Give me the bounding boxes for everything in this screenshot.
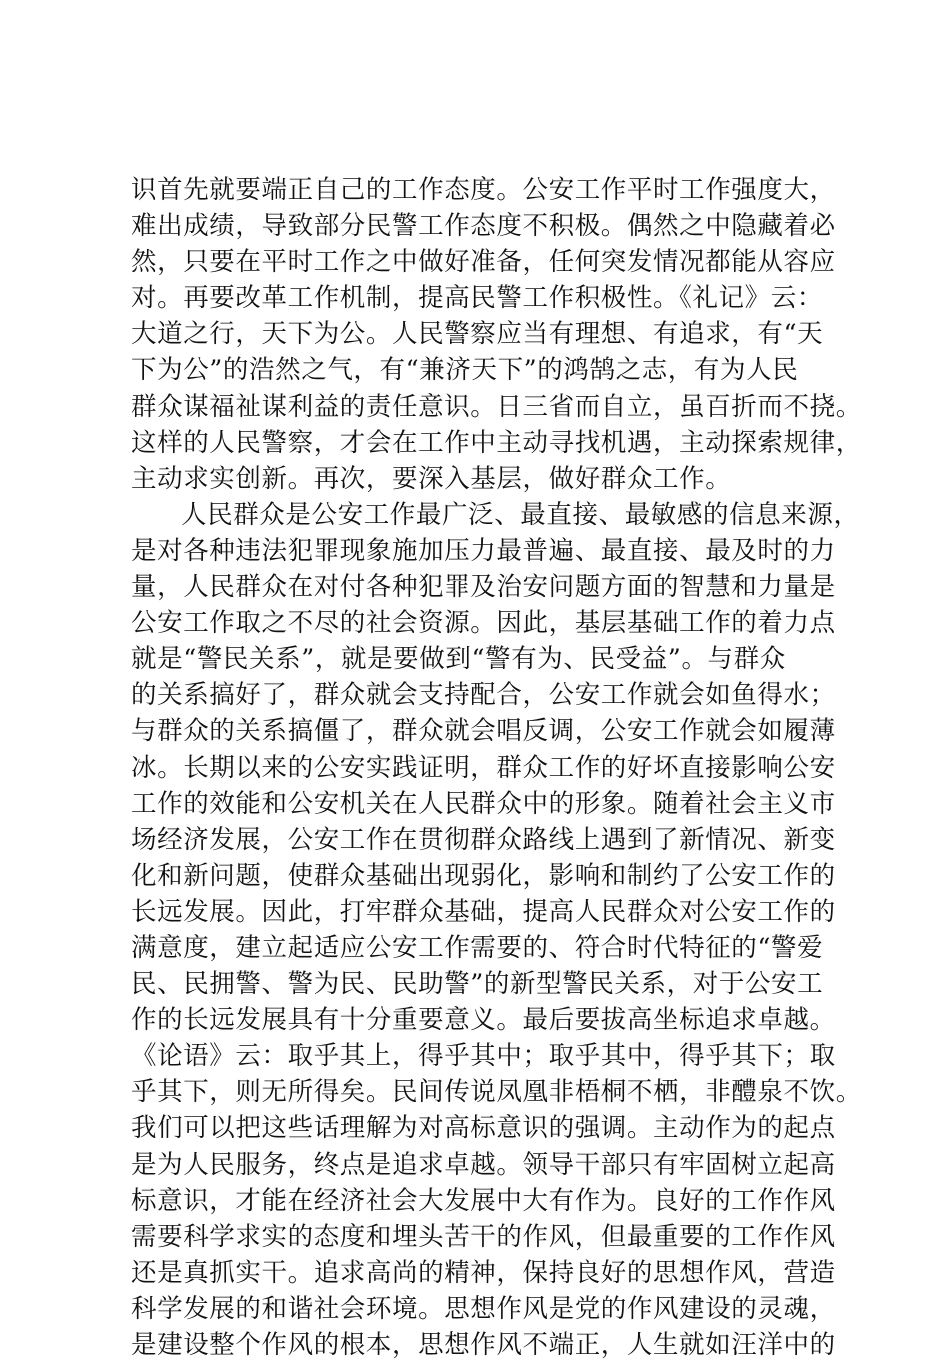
text-line: 科学发展的和谐社会环境。思想作风是党的作风建设的灵魂， [131, 1293, 836, 1324]
text-line: 冰。长期以来的公安实践证明，群众工作的好坏直接影响公安 [131, 752, 836, 783]
text-line: 我们可以把这些话理解为对高标意识的强调。主动作为的起点 [131, 1113, 836, 1144]
text-line: 难出成绩，导致部分民警工作态度不积极。偶然之中隐藏着必 [131, 211, 836, 242]
text-line: 群众谋福祉谋利益的责任意识。日三省而自立，虽百折而不挠。 [131, 391, 862, 422]
body-text [131, 172, 862, 1363]
text-line: 标意识，才能在经济社会大发展中大有作为。良好的工作作风 [131, 1185, 836, 1216]
text-line: 是对各种违法犯罪现象施加压力最普遍、最直接、最及时的力 [131, 535, 836, 566]
text-line: 公安工作取之不尽的社会资源。因此，基层基础工作的着力点 [131, 608, 836, 639]
text-line: 是为人民服务，终点是追求卓越。领导干部只有牢固树立起高 [131, 1149, 836, 1180]
text-line: 对。再要改革工作机制，提高民警工作积极性。《礼记》云： [131, 283, 823, 314]
text-line: 是建设整个作风的根本，思想作风不端正，人生就如汪洋中的 [131, 1330, 836, 1360]
text-line: 《论语》云：取乎其上，得乎其中；取乎其中，得乎其下；取 [131, 1041, 836, 1072]
text-line: 作的长远发展具有十分重要意义。最后要拔高坐标追求卓越。 [131, 1005, 836, 1036]
text-line: 与群众的关系搞僵了，群众就会唱反调，公安工作就会如履薄 [131, 716, 836, 747]
text-line: 这样的人民警察，才会在工作中主动寻找机遇，主动探索规律， [131, 427, 862, 458]
text-line: 需要科学求实的态度和埋头苦干的作风，但最重要的工作作风 [131, 1221, 836, 1252]
text-line: 长远发展。因此，打牢群众基础，提高人民群众对公安工作的 [131, 896, 836, 927]
text-line: 主动求实创新。再次，要深入基层，做好群众工作。 [131, 463, 732, 494]
text-line: 的关系搞好了，群众就会支持配合，公安工作就会如鱼得水； [131, 680, 836, 711]
paragraph-first-line: 人民群众是公安工作最广泛、最直接、最敏感的信息来源， [181, 499, 860, 530]
text-line: 量，人民群众在对付各种犯罪及治安问题方面的智慧和力量是 [131, 572, 836, 603]
text-line: 就是“警民关系”，就是要做到“警有为、民受益”。与群众 [131, 644, 786, 675]
text-line: 还是真抓实干。追求高尚的精神，保持良好的思想作风，营造 [131, 1257, 836, 1288]
text-line: 工作的效能和公安机关在人民群众中的形象。随着社会主义市 [131, 788, 836, 819]
text-line: 下为公”的浩然之气，有“兼济天下”的鸿鹄之志，有为人民 [131, 355, 799, 386]
text-line: 乎其下，则无所得矣。民间传说凤凰非梧桐不栖，非醴泉不饮。 [131, 1077, 862, 1108]
text-line: 民、民拥警、警为民、民助警”的新型警民关系，对于公安工 [131, 969, 824, 1000]
text-line: 大道之行，天下为公。人民警察应当有理想、有追求，有“天 [131, 319, 824, 350]
text-line: 满意度，建立起适应公安工作需要的、符合时代特征的“警爱 [131, 932, 824, 963]
text-line: 化和新问题，使群众基础出现弱化，影响和制约了公安工作的 [131, 860, 836, 891]
text-line: 场经济发展，公安工作在贯彻群众路线上遇到了新情况、新变 [131, 824, 836, 855]
text-line: 然，只要在平时工作之中做好准备，任何突发情况都能从容应 [131, 247, 836, 278]
text-line: 识首先就要端正自己的工作态度。公安工作平时工作强度大， [131, 175, 836, 205]
